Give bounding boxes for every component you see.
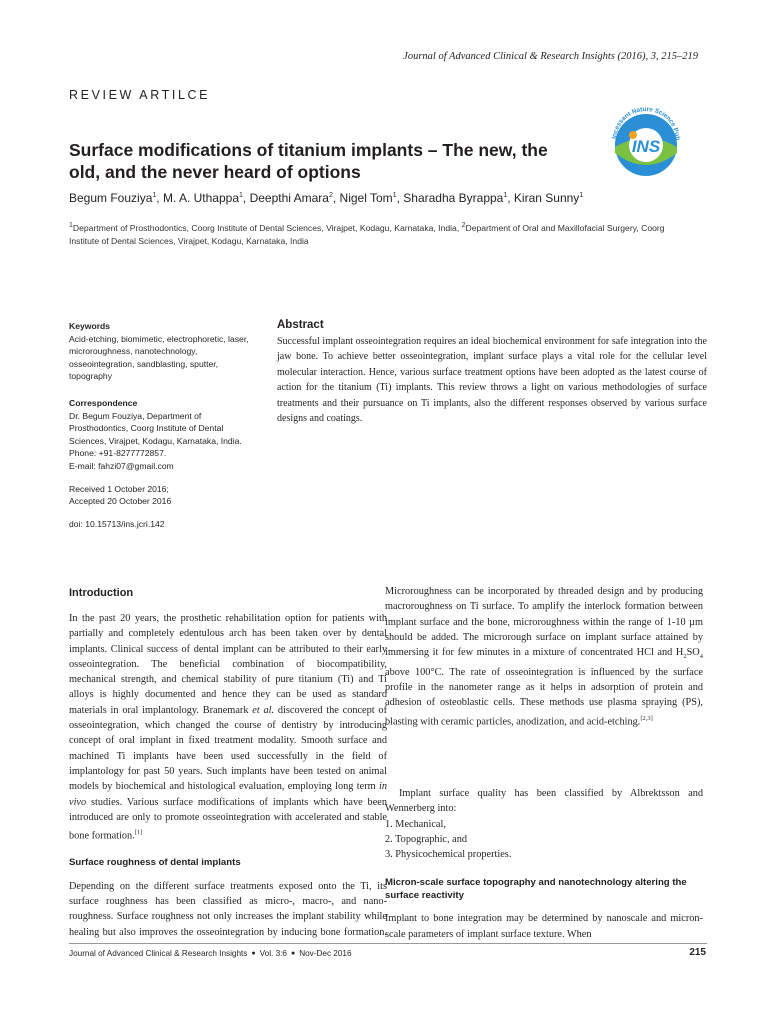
author: Kiran Sunny$^1$ — [513, 191, 584, 205]
accepted-date: Accepted 20 October 2016 — [69, 496, 172, 507]
footer-date: Nov-Dec 2016 — [299, 949, 352, 958]
roughness-paragraph: Depending on the different surface treatments exposed onto the Ti, its surface roughness has been classified as micro-, macro-, and nano-roughness. Surface roughness not only increases the implant stability while healing but also improves the osseointegration by inducing bone formation. — [69, 880, 387, 938]
received-date: Received 1 October 2016; — [69, 483, 169, 494]
correspondence-address: Dr. Begum Fouziya, Department of Prosthodontics, Coorg Institute of Dental Sciences, Virajpet, Kodagu, Karnataka, India. — [69, 410, 242, 446]
citation-ref: [2,3] — [640, 714, 653, 722]
keywords-heading: Keywords — [69, 321, 111, 331]
journal-citation — [403, 51, 698, 62]
footer-journal-info: Journal of Advanced Clinical & Research Insights ● Vol. 3:6 ● Nov-Dec 2016 — [69, 949, 352, 958]
author-list — [69, 191, 709, 205]
article-title: Surface modifications of titanium implants – The new, the old, and the never heard of options — [69, 140, 548, 182]
classification-list — [385, 817, 703, 863]
abstract-heading: Abstract — [277, 319, 324, 331]
page-number: 215 — [689, 947, 706, 958]
roughness-paragraph-continued: Microroughness can be incorporated by threaded design and by producing macroroughness on Ti surface. To amplify the interlock formation between implant surface and the bone, microroughness within the range of 1-10 µm should be added. The microrough surface on implant surface attained by immersing it for few minutes in a mixture of concentrated HCl and $H_2SO_4$ above 100°C. The rate of osseointegration is influenced by the surface profile in the nanometer range as it helps in adsorption of protein and adhesion of osteoblastic cells. These methods use plasma spraying (PS), blasting with ceramic particles, anodization, and acid-etching.[2,3] — [385, 586, 703, 728]
doi: doi: 10.15713/ins.jcri.142 — [69, 518, 165, 529]
affiliations: $^1$Department of Prosthodontics, Coorg Institute of Dental Sciences, Virajpet, Kodagu, Karnataka, India, $^2$Department of Oral and Maxillofacial Surgery, Coorg Institute of Dental Sciences, Virajpet, Kodagu, Karnataka, India — [69, 222, 665, 246]
micron-paragraph: Implant to bone integration may be determined by nanoscale and micron-scale parameters of implant surface texture. When — [385, 913, 703, 940]
correspondence-email: E-mail: fahzi07@gmail.com — [69, 460, 174, 471]
list-item: 3. Physicochemical properties. — [385, 849, 512, 861]
footer-volume: Vol. 3:6 — [259, 949, 287, 958]
author: Nigel Tom$^1$, — [339, 191, 404, 205]
body-column-right — [385, 586, 703, 942]
logo-arc-text: Incessant Nature Science Pub — [611, 105, 682, 141]
footer-divider — [69, 943, 707, 944]
author: Deepthi Amara$^2$, — [249, 191, 340, 205]
list-item: 1. Mechanical, — [385, 818, 446, 830]
citation-ref: [1] — [134, 829, 143, 837]
publisher-logo — [602, 97, 690, 185]
classification-paragraph: Implant surface quality has been classified by Albrektsson and Wennerberg into: — [385, 788, 703, 815]
author: Sharadha Byrappa$^1$, — [403, 191, 514, 205]
keywords: Acid-etching, biomimetic, electrophoretic, laser, microroughness, nanotechnology, osseointegration, sandblasting, sputter, topography — [69, 333, 249, 382]
logo-monogram: INS — [631, 137, 661, 156]
author: Begum Fouziya$^1$, — [69, 191, 163, 205]
correspondence-heading: Correspondence — [69, 397, 138, 408]
abstract-text: Successful implant osseointegration requires an ideal biochemical environment for safe integration into the jaw bone. To achieve better osseointegration, implant surface plays a vital role for the cellular level molecular interaction. Hence, various surface treatment options have been adopted as the latest course of action for the titanium (Ti) implants. This review throws a light on various methodologies of surface treatments and their pursuance on Ti implants, also the different responses observed by various surface designs and coatings. — [277, 336, 707, 425]
list-item: 2. Topographic, and — [385, 833, 468, 845]
affiliation: Department of Oral and Maxillofacial Surgery, Coorg Institute of Dental Sciences, Virajpet, Kodagu, Karnataka, India — [69, 222, 665, 246]
journal-volume-pages: (2016), 3, 215–219 — [614, 51, 698, 62]
body-column-left — [69, 586, 387, 940]
section-heading-introduction: Introduction — [69, 587, 134, 599]
intro-paragraph: In the past 20 years, the prosthetic rehabilitation option for patients with partially and completely edentulous arch has been taken over by dental implants. Clinical success of dental implant can be attributed to their early osseointegration. The beneficial combination of biocompatibility, mechanical strength, and chemical stability of pure titanium (Ti) and Ti alloys is highly documented and hence they can be used as standard materials in oral implantology. Branemark et al. discovered the concept of osseointegration, which changed the course of dentistry by introducing concept of oral implant in fixed treatment modality. Smooth surface and machined Ti implants have been used successfully in the field of implantology for past 50 years. Such implants have been tested on animal models by biochemical and histological evaluation, employing long term in vivo studies. Various surface modifications of implants which have been introduced are only to promote osseointegration with accelerated and stable bone formation.[1] — [69, 613, 388, 842]
footer-journal-name: Journal of Advanced Clinical & Research Insights — [69, 949, 248, 958]
article-info-sidebar — [69, 320, 249, 530]
section-heading-surface-roughness: Surface roughness of dental implants — [69, 856, 241, 868]
author: M. A. Uthappa$^1$, — [162, 191, 250, 205]
affiliation: Department of Prosthodontics, Coorg Institute of Dental Sciences, Virajpet, Kodagu, Karnataka, India, — [72, 222, 462, 233]
correspondence-phone: Phone: +91-8277772857. — [69, 448, 167, 459]
article-type-label: REVIEW ARTILCE — [69, 88, 211, 102]
section-heading-micron-scale: Micron-scale surface topography and nanotechnology altering the surface reactivity — [385, 877, 687, 902]
journal-name: Journal of Advanced Clinical & Research Insights — [403, 51, 615, 62]
